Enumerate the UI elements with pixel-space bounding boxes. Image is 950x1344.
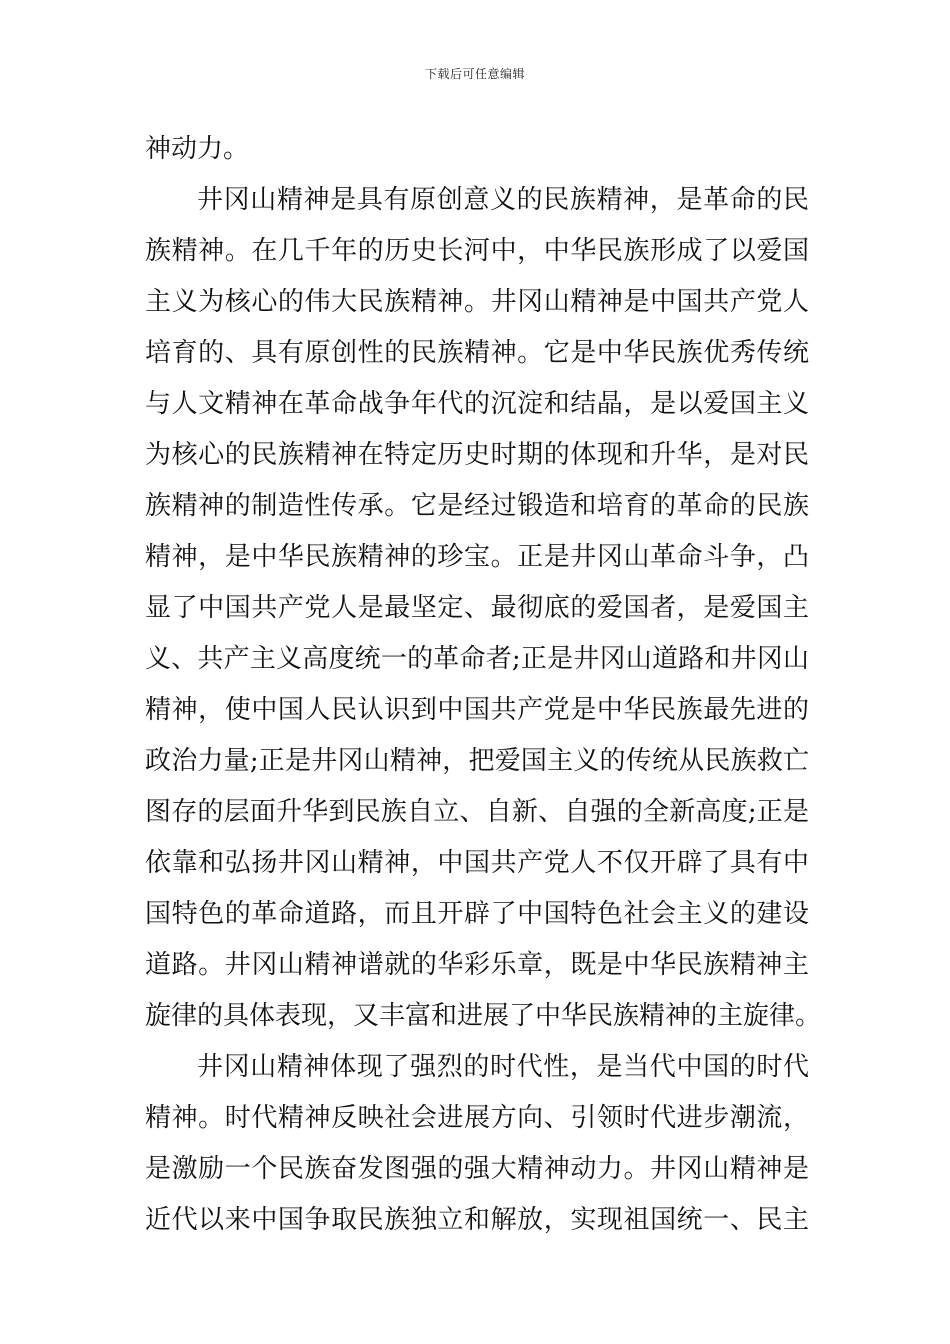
text-line: 精神，使中国人民认识到中国共产党是中华民族最先进的	[145, 695, 809, 725]
text-line: 国特色的革命道路，而且开辟了中国特色社会主义的建设	[145, 899, 809, 929]
text-line: 族精神的制造性传承。它是经过锻造和培育的革命的民族	[145, 491, 809, 521]
paragraph	[145, 1042, 809, 1246]
text-line: 族精神。在几千年的历史长河中，中华民族形成了以爱国	[145, 236, 809, 266]
document-body	[145, 124, 822, 1246]
text-line: 为核心的民族精神在特定历史时期的体现和升华，是对民	[145, 440, 809, 470]
text-line: 依靠和弘扬井冈山精神，中国共产党人不仅开辟了具有中	[145, 848, 809, 878]
text-line: 义、共产主义高度统一的革命者;正是井冈山道路和井冈山	[145, 644, 809, 674]
text-line: 显了中国共产党人是最坚定、最彻底的爱国者，是爱国主	[145, 593, 809, 623]
text-line: 图存的层面升华到民族自立、自新、自强的全新高度;正是	[145, 797, 809, 827]
text-line: 道路。井冈山精神谱就的华彩乐章，既是中华民族精神主	[145, 950, 809, 980]
text-line: 井冈山精神体现了强烈的时代性，是当代中国的时代	[197, 1052, 809, 1082]
text-line: 精神，是中华民族精神的珍宝。正是井冈山革命斗争，凸	[145, 542, 809, 572]
paragraph	[145, 175, 822, 1042]
text-line: 政治力量;正是井冈山精神，把爱国主义的传统从民族救亡	[145, 746, 809, 776]
text-line: 旋律的具体表现，又丰富和进展了中华民族精神的主旋律。	[145, 1001, 822, 1031]
page-header: 下载后可任意编辑	[424, 67, 525, 81]
text-line: 精神。时代精神反映社会进展方向、引领时代进步潮流，	[145, 1103, 809, 1133]
text-line: 培育的、具有原创性的民族精神。它是中华民族优秀传统	[145, 338, 809, 368]
text-line: 与人文精神在革命战争年代的沉淀和结晶，是以爱国主义	[145, 389, 809, 419]
text-line: 是激励一个民族奋发图强的强大精神动力。井冈山精神是	[145, 1154, 809, 1184]
text-line: 近代以来中国争取民族独立和解放，实现祖国统一、民主	[145, 1205, 809, 1235]
text-line: 井冈山精神是具有原创意义的民族精神，是革命的民	[197, 185, 809, 215]
paragraph	[145, 124, 809, 175]
text-line: 主义为核心的伟大民族精神。井冈山精神是中国共产党人	[145, 287, 809, 317]
text-line: 神动力。	[145, 134, 250, 164]
